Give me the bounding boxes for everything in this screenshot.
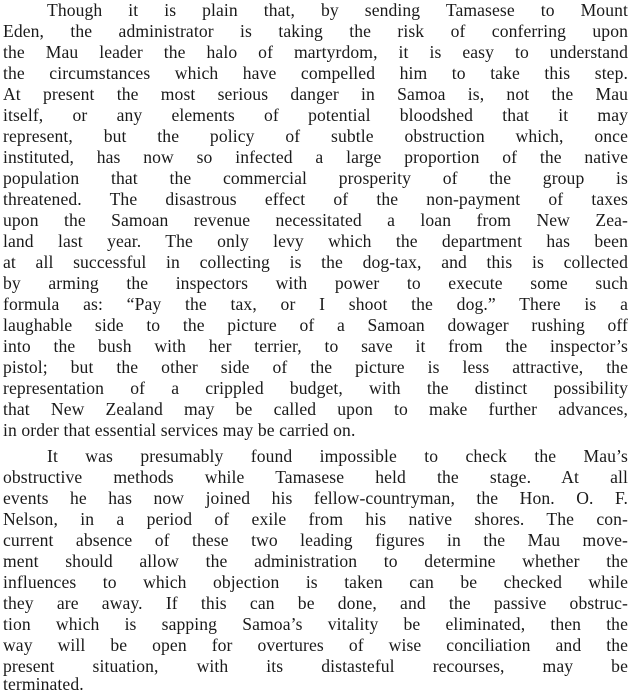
text-line: land last year. The only levy which the department has been bbox=[3, 231, 628, 251]
text-line: at all successful in collecting is the dog-tax, and this is collected bbox=[3, 252, 628, 272]
text-line: terminated. bbox=[3, 674, 84, 694]
text-line: itself, or any elements of potential bloodshed that it may bbox=[3, 105, 628, 125]
text-line: current absence of these two leading figures in the Mau move- bbox=[3, 530, 628, 550]
text-line: represent, but the policy of subtle obstruction which, once bbox=[3, 126, 628, 146]
text-line: present situation, with its distasteful recourses, may be bbox=[3, 656, 628, 676]
text-line: laughable side to the picture of a Samoan dowager rushing off bbox=[3, 315, 628, 335]
text-line: Nelson, in a period of exile from his native shores. The con- bbox=[3, 509, 628, 529]
text-line: they are away. If this can be done, and the passive obstruc- bbox=[3, 593, 628, 613]
text-line: Eden, the administrator is taking the risk of conferring upon bbox=[3, 21, 628, 41]
text-line: population that the commercial prosperity of the group is bbox=[3, 168, 628, 188]
text-line: It was presumably found impossible to check the Mau’s bbox=[47, 446, 628, 466]
text-line: in order that essential services may be carried on. bbox=[3, 420, 356, 440]
text-line: into the bush with her terrier, to save it from the inspector’s bbox=[3, 336, 628, 356]
text-line: the Mau leader the halo of martyrdom, it is easy to understand bbox=[3, 42, 628, 62]
text-line: way will be open for overtures of wise conciliation and the bbox=[3, 635, 628, 655]
text-line: representation of a crippled budget, with the distinct possibility bbox=[3, 378, 628, 398]
text-line: influences to which objection is taken can be checked while bbox=[3, 572, 628, 592]
text-line: ment should allow the administration to determine whether the bbox=[3, 551, 628, 571]
text-line: by arming the inspectors with power to execute some such bbox=[3, 273, 628, 293]
text-line: that New Zealand may be called upon to make further advances, bbox=[3, 399, 628, 419]
text-line: events he has now joined his fellow-countryman, the Hon. O. F. bbox=[3, 488, 628, 508]
text-line: At present the most serious danger in Samoa is, not the Mau bbox=[3, 84, 628, 104]
text-line: formula as: “Pay the tax, or I shoot the dog.” There is a bbox=[3, 294, 628, 314]
text-line: pistol; but the other side of the picture is less attractive, the bbox=[3, 357, 628, 377]
text-line: tion which is sapping Samoa’s vitality be eliminated, then the bbox=[3, 614, 628, 634]
text-line: threatened. The disastrous effect of the non-payment of taxes bbox=[3, 189, 628, 209]
text-line: obstructive methods while Tamasese held the stage. At all bbox=[3, 467, 628, 487]
text-line: instituted, has now so infected a large proportion of the native bbox=[3, 147, 628, 167]
text-line: upon the Samoan revenue necessitated a loan from New Zea- bbox=[3, 210, 628, 230]
text-line: Though it is plain that, by sending Tamasese to Mount bbox=[47, 0, 628, 20]
text-line: the circumstances which have compelled him to take this step. bbox=[3, 63, 628, 83]
